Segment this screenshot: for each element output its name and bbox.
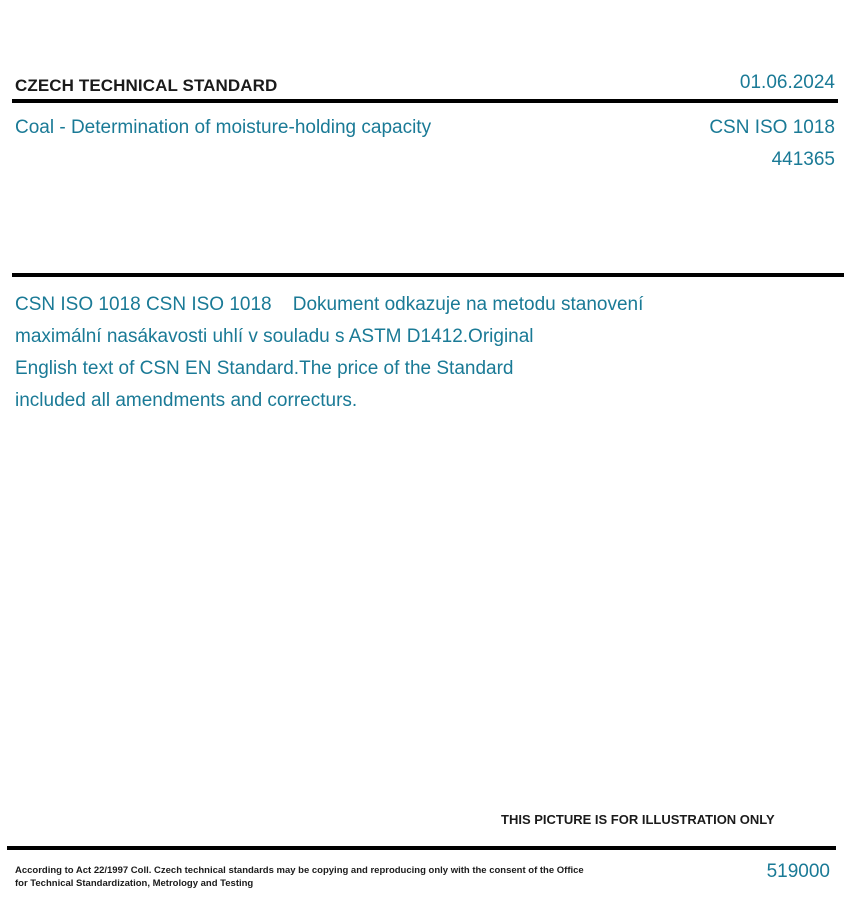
description-line: English text of CSN EN Standard.The price of the Standard <box>15 358 514 379</box>
description-line: included all amendments and correcturs. <box>15 390 358 411</box>
illustration-note: THIS PICTURE IS FOR ILLUSTRATION ONLY <box>501 812 775 827</box>
footer-divider <box>7 846 836 850</box>
header-divider <box>12 99 838 103</box>
footer-number: 519000 <box>766 861 830 882</box>
document-type-label: CZECH TECHNICAL STANDARD <box>15 76 278 95</box>
description-line: CSN ISO 1018 CSN ISO 1018 Dokument odkazuje na metodu stanovení <box>15 294 644 315</box>
section-divider <box>12 273 844 277</box>
legal-notice-line: for Technical Standardization, Metrology and Testing <box>15 878 254 889</box>
catalog-number: 441365 <box>771 149 835 170</box>
description-line: maximální nasákavosti uhlí v souladu s ASTM D1412.Original <box>15 326 534 347</box>
standard-title: Coal - Determination of moisture-holding capacity <box>15 117 432 138</box>
standard-code: CSN ISO 1018 <box>709 117 835 138</box>
description-text <box>15 289 755 417</box>
publication-date: 01.06.2024 <box>739 72 835 93</box>
legal-notice <box>15 864 595 890</box>
legal-notice-line: According to Act 22/1997 Coll. Czech technical standards may be copying and reproducing only with the consent of the Office <box>15 865 584 876</box>
